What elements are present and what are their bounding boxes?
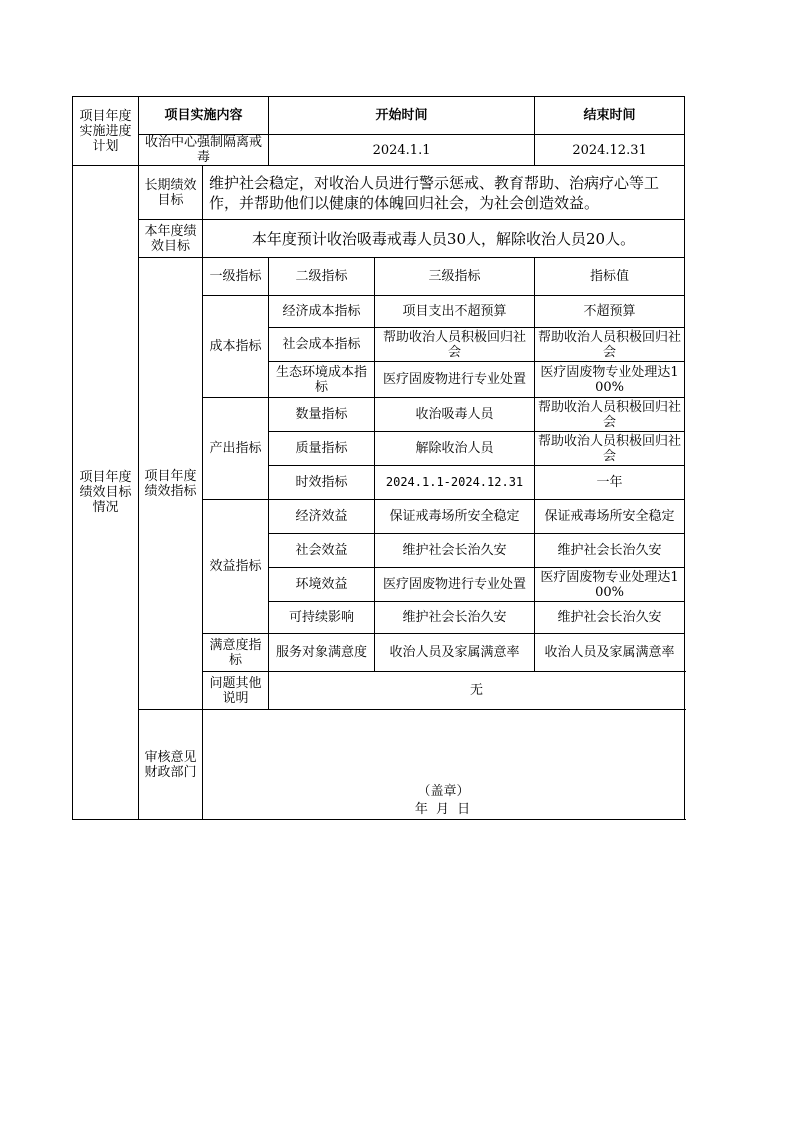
perf-section-label: 项目年度绩效目标情况 xyxy=(73,166,139,820)
table-row-value: 帮助收治人员积极回归社会 xyxy=(535,398,685,432)
table-row-level3: 解除收治人员 xyxy=(375,432,535,466)
table-row-level2: 经济效益 xyxy=(269,500,375,534)
table-row-value: 一年 xyxy=(535,466,685,500)
table-row-level3: 医疗固废物进行专业处置 xyxy=(375,568,535,602)
table-row-level2: 数量指标 xyxy=(269,398,375,432)
table-row-level3: 收治吸毒人员 xyxy=(375,398,535,432)
table-row-level3: 帮助收治人员积极回归社会 xyxy=(375,328,535,362)
year-goal-text: 本年度预计收治吸毒戒毒人员30人，解除收治人员20人。 xyxy=(203,220,685,258)
table-row-value: 不超预算 xyxy=(535,296,685,328)
table-row-level3: 保证戒毒场所安全稳定 xyxy=(375,500,535,534)
table-row-value: 收治人员及家属满意率 xyxy=(535,634,685,672)
header-level1: 一级指标 xyxy=(203,258,269,296)
table-row-value: 保证戒毒场所安全稳定 xyxy=(535,500,685,534)
plan-content: 收治中心强制隔离戒毒 xyxy=(139,135,269,166)
table-row-level2: 社会效益 xyxy=(269,534,375,568)
group-benefit: 效益指标 xyxy=(203,500,269,634)
table-row-value: 维护社会长治久安 xyxy=(535,602,685,634)
header-level2: 二级指标 xyxy=(269,258,375,296)
table-row-value: 医疗固废物专业处理达100% xyxy=(535,362,685,398)
table-row-level3: 医疗固废物进行专业处置 xyxy=(375,362,535,398)
table-row-level3: 维护社会长治久安 xyxy=(375,602,535,634)
plan-end: 2024.12.31 xyxy=(535,135,685,166)
year-goal-label: 本年度绩效目标 xyxy=(139,220,203,258)
table-row-level3: 收治人员及家属满意率 xyxy=(375,634,535,672)
long-goal-label: 长期绩效目标 xyxy=(139,166,203,220)
table-row-level2: 时效指标 xyxy=(269,466,375,500)
header-value: 指标值 xyxy=(535,258,685,296)
review-date: 年 月 日 xyxy=(414,802,473,817)
long-goal-text: 维护社会稳定，对收治人员进行警示惩戒、教育帮助、治病疗心等工作，并帮助他们以健康的体魄回归社会，为社会创造效益。 xyxy=(203,166,685,220)
plan-content-header: 项目实施内容 xyxy=(139,97,269,135)
other-notes-text: 无 xyxy=(269,672,685,710)
group-satisfaction: 满意度指标 xyxy=(203,634,269,672)
table-row-value: 维护社会长治久安 xyxy=(535,534,685,568)
review-label: 审核意见财政部门 xyxy=(139,710,203,820)
table-row-level3: 项目支出不超预算 xyxy=(375,296,535,328)
table-row-level2: 服务对象满意度 xyxy=(269,634,375,672)
table-row-level2: 环境效益 xyxy=(269,568,375,602)
performance-table xyxy=(72,96,685,820)
group-cost: 成本指标 xyxy=(203,296,269,398)
table-row-level2: 经济成本指标 xyxy=(269,296,375,328)
group-output: 产出指标 xyxy=(203,398,269,500)
other-notes-label: 问题其他说明 xyxy=(203,672,269,710)
plan-row-label: 项目年度实施进度计划 xyxy=(73,97,139,166)
seal-text: （盖章） xyxy=(417,784,470,799)
table-row-level2: 可持续影响 xyxy=(269,602,375,634)
table-row-value: 帮助收治人员积极回归社会 xyxy=(535,432,685,466)
table-row-value: 医疗固废物专业处理达100% xyxy=(535,568,685,602)
table-row-level2: 生态环境成本指标 xyxy=(269,362,375,398)
plan-start: 2024.1.1 xyxy=(269,135,535,166)
review-area xyxy=(203,710,685,820)
table-row-level2: 社会成本指标 xyxy=(269,328,375,362)
plan-end-header: 结束时间 xyxy=(535,97,685,135)
plan-start-header: 开始时间 xyxy=(269,97,535,135)
table-row-level3: 2024.1.1-2024.12.31 xyxy=(375,466,535,500)
table-row-value: 帮助收治人员积极回归社会 xyxy=(535,328,685,362)
header-level3: 三级指标 xyxy=(375,258,535,296)
table-row-level3: 维护社会长治久安 xyxy=(375,534,535,568)
indicator-label: 项目年度绩效指标 xyxy=(139,258,203,710)
table-row-level2: 质量指标 xyxy=(269,432,375,466)
